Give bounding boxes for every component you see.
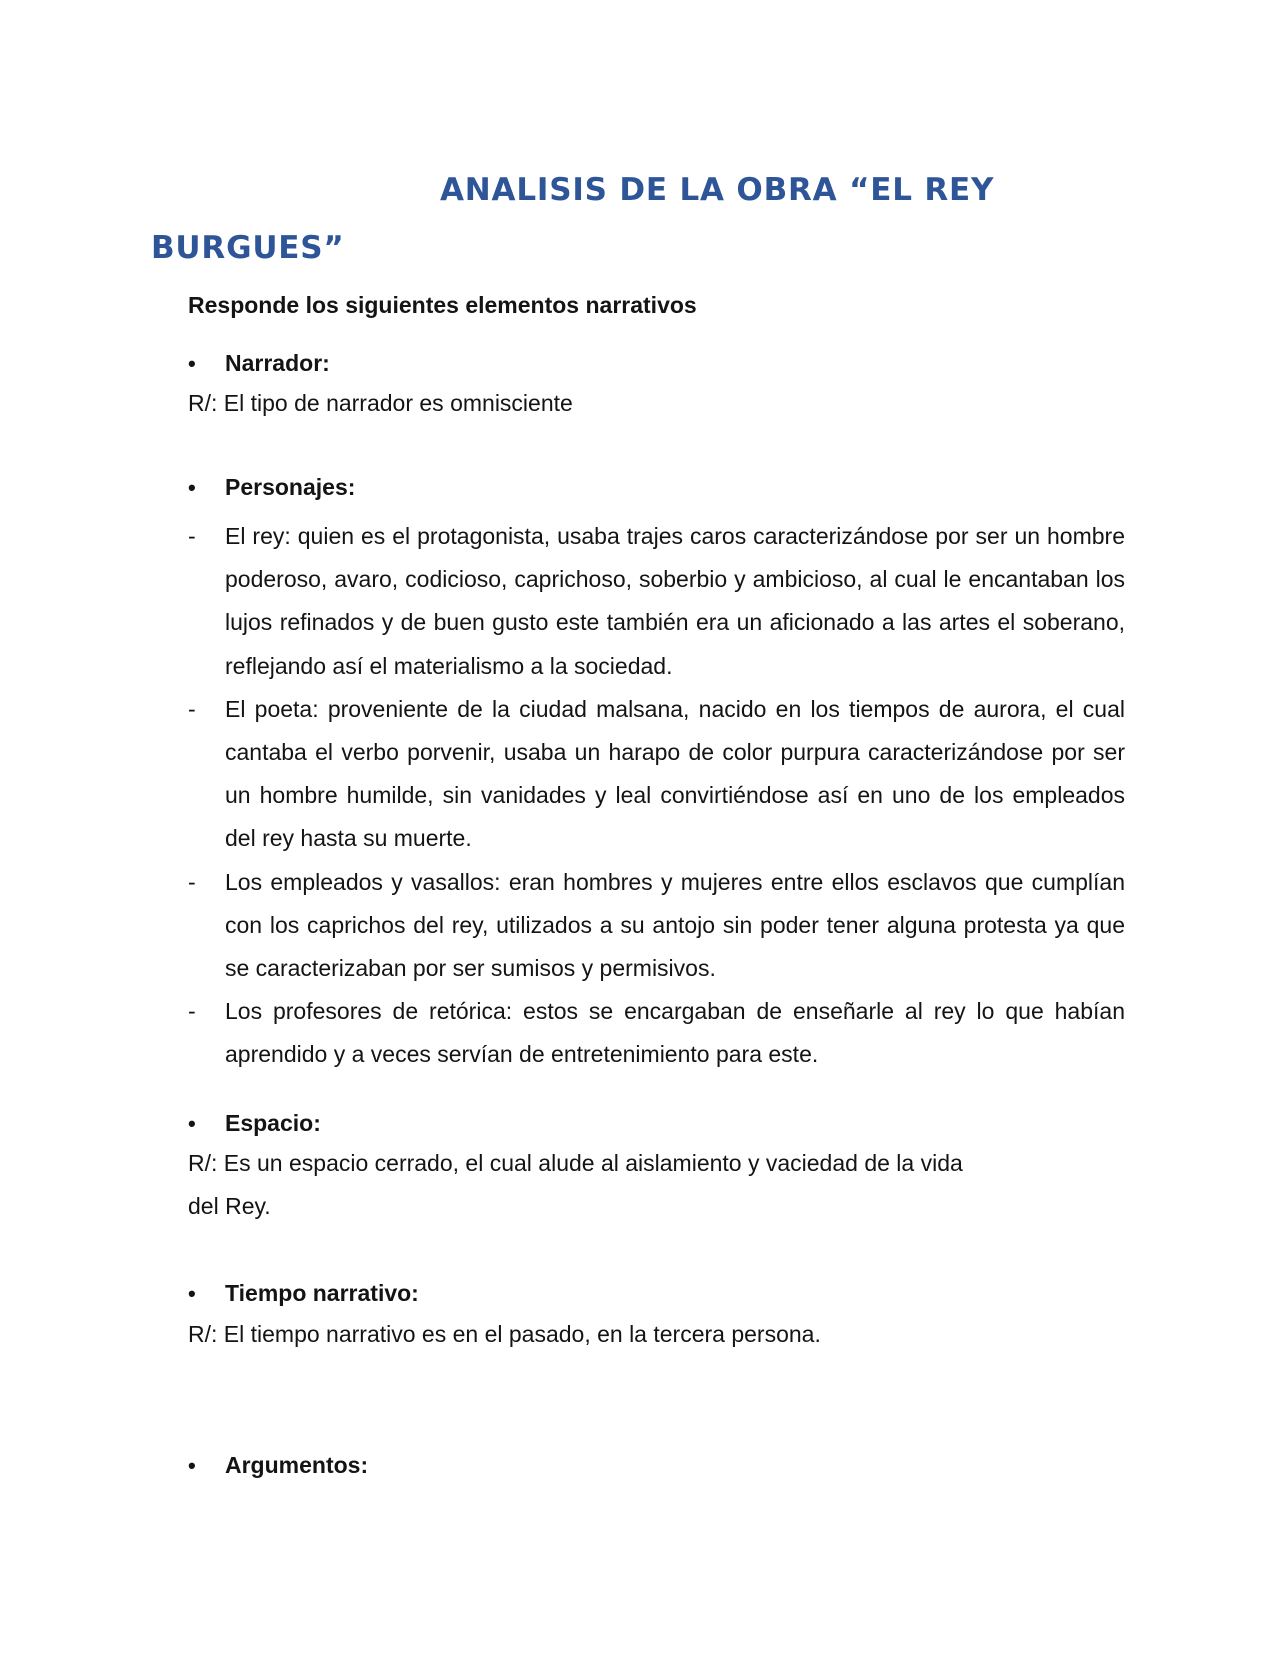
dash-marker: - [188,695,196,722]
dash-marker: - [188,868,196,895]
section-heading-argumentos [188,1452,368,1479]
list-item [188,990,1125,1076]
character-description: Los profesores de retórica: estos se encargaban de enseñarle al rey lo que habían aprendido y a veces servían de entretenimiento para este. [225,998,1125,1068]
answer-espacio-line-2: del Rey. [188,1193,271,1219]
answer-tiempo: R/: El tiempo narrativo es en el pasado, en la tercera persona. [188,1321,821,1347]
character-description: El rey: quien es el protagonista, usaba trajes caros caracterizándose por ser un hombre poderoso, avaro, codicioso, caprichoso, soberbio y ambicioso, al cual le encantaban los lujos refinados y de buen gusto este también era un aficionado a las artes el soberano, reflejando así el materialismo a la sociedad. [225,523,1125,679]
bullet-icon: • [188,1281,196,1306]
answer-espacio [188,1142,1128,1228]
bullet-icon: • [188,1453,196,1478]
character-description: Los empleados y vasallos: eran hombres y mujeres entre ellos esclavos que cumplían con los caprichos del rey, utilizados a su antojo sin poder tener alguna protesta ya que se caracterizaban por ser sumisos y permisivos. [225,868,1125,982]
section-heading-espacio [188,1110,321,1137]
dash-marker: - [188,523,196,549]
answer-espacio-line-1: R/: Es un espacio cerrado, el cual alude al aislamiento y vaciedad de la vida [188,1150,963,1176]
section-heading-label: Tiempo narrativo: [225,1280,419,1306]
section-heading-personajes [188,474,355,501]
section-heading-label: Narrador: [225,350,330,376]
section-heading-label: Personajes: [225,474,356,500]
character-description: El poeta: proveniente de la ciudad malsana, nacido en los tiempos de aurora, el cual cantaba el verbo porvenir, usaba un harapo de color purpura caracterizándose por ser un hombre humilde, sin vanidades y leal convirtiéndose así en uno de los empleados del rey hasta su muerte. [225,695,1125,852]
answer-narrador: R/: El tipo de narrador es omnisciente [188,390,573,416]
bullet-icon: • [188,1111,196,1136]
document-title-line-1: ANALISIS DE LA OBRA “EL REY [440,172,995,208]
section-heading-label: Argumentos: [225,1452,369,1478]
list-item [188,515,1125,688]
list-item [188,861,1125,991]
characters-list [188,515,1125,1077]
bullet-icon: • [188,475,196,500]
section-heading-label: Espacio: [225,1110,321,1136]
list-item [188,688,1125,861]
dash-marker: - [188,998,196,1025]
section-heading-tiempo [188,1280,419,1307]
section-heading-narrador [188,350,330,377]
document-title-line-2: BURGUES” [151,230,345,266]
bullet-icon: • [188,351,196,376]
instructions-heading: Responde los siguientes elementos narrativos [188,292,697,318]
